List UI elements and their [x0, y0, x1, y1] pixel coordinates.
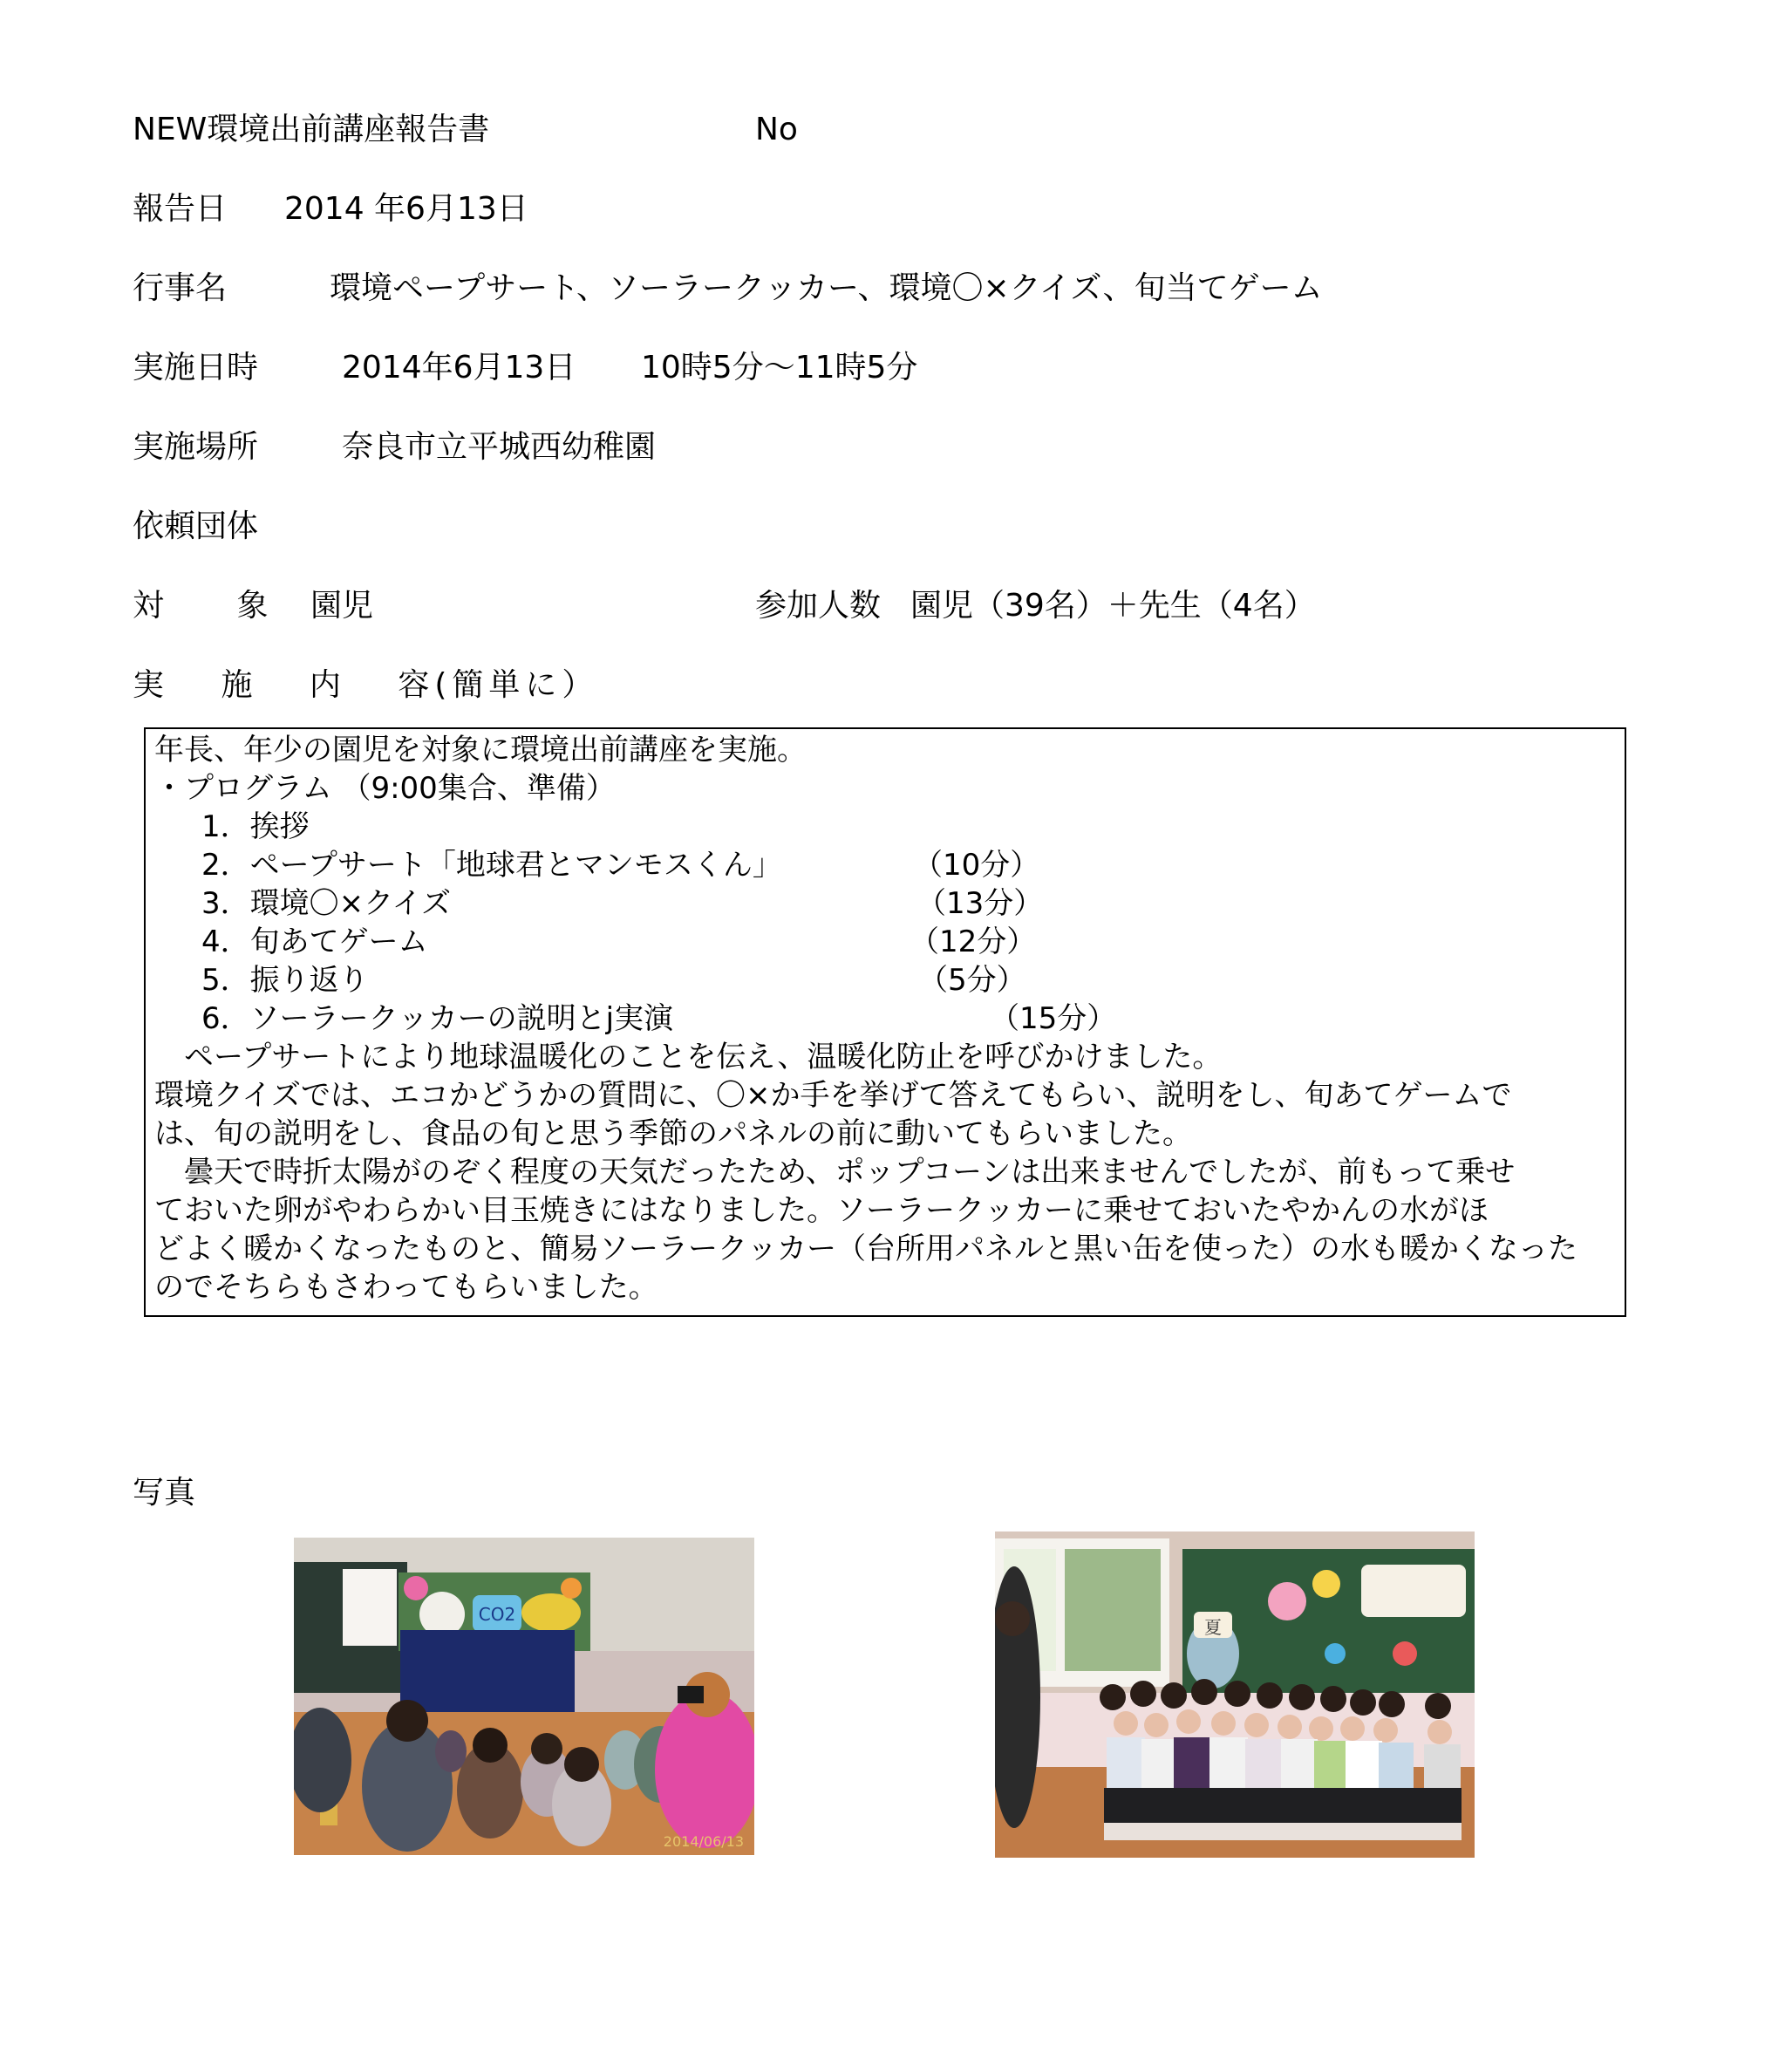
program-item: 3．環境〇×クイズ [201, 886, 452, 921]
target-label: 対 象 [133, 588, 279, 624]
venue-label: 実施場所 [133, 429, 259, 465]
content-paragraph-line: 環境クイズでは、エコかどうかの質問に、〇×か手を挙げて答えてもらい、説明をし、旬あてゲームで [154, 1078, 1512, 1113]
event-date-value: 2014年6月13日 [342, 350, 576, 385]
content-paragraph-line: のでそちらもさわってもらいました。 [154, 1270, 658, 1305]
content-paragraph-line: ておいた卵がやわらかい目玉焼きにはなりました。ソーラークッカーに乗せておいたやかんの水がほ [154, 1193, 1489, 1228]
program-item: 1．挨拶 [201, 809, 310, 844]
program-item-duration: （13分） [916, 886, 1044, 921]
event-name-label: 行事名 [133, 270, 228, 306]
event-datetime-label: 実施日時 [133, 350, 259, 385]
program-item-duration: （10分） [913, 848, 1040, 883]
photo-children-group [995, 1531, 1475, 1858]
program-item: 5．振り返り [201, 963, 369, 998]
content-paragraph-line: ペープサートにより地球温暖化のことを伝え、温暖化防止を呼びかけました。 [154, 1040, 1223, 1074]
photo-sign-text: 夏 [1204, 1617, 1222, 1638]
event-name-value: 環境ペープサート、ソーラークッカー、環境〇×クイズ、旬当てゲーム [330, 270, 1323, 306]
program-item-duration: （5分） [918, 963, 1026, 998]
report-number-label: No [755, 112, 798, 147]
content-intro: 年長、年少の園児を対象に環境出前講座を実施。 [154, 733, 807, 767]
photos-label: 写真 [133, 1475, 196, 1511]
program-heading: ・プログラム （9:00集合、準備） [154, 771, 616, 806]
content-box [144, 727, 1626, 1317]
content-paragraph-line: どよく暖かくなったものと、簡易ソーラークッカー（台所用パネルと黒い缶を使った）の水も暖かくなった [154, 1231, 1577, 1266]
photo-date-stamp: 2014/06/13 [663, 1833, 744, 1850]
report-date-label: 報告日 [133, 191, 228, 227]
photo-puppet-show [294, 1538, 754, 1855]
requester-label: 依頼団体 [133, 508, 259, 544]
target-value: 園児 [310, 588, 374, 624]
content-paragraph-line: 曇天で時折太陽がのぞく程度の天気だったため、ポップコーンは出来ませんでしたが、前もって乗せ [154, 1155, 1516, 1190]
stage-sign-text: CO2 [478, 1604, 516, 1625]
program-item-duration: （12分） [910, 924, 1037, 959]
program-item: 2．ペープサート「地球君とマンモスくん」 [201, 848, 782, 883]
participants-value: 園児（39名）＋先生（4名） [910, 588, 1316, 624]
venue-value: 奈良市立平城西幼稚園 [342, 429, 657, 465]
report-date-value: 2014 年6月13日 [284, 191, 528, 227]
program-item: 6．ソーラークッカーの説明とj実演 [201, 1001, 674, 1036]
content-paragraph-line: は、旬の説明をし、食品の旬と思う季節のパネルの前に動いてもらいました。 [154, 1116, 1192, 1151]
event-time-value: 10時5分～11時5分 [641, 350, 918, 385]
report-title: NEW環境出前講座報告書 [133, 112, 490, 147]
program-item-duration: （15分） [990, 1001, 1117, 1036]
program-item: 4．旬あてゲーム [201, 924, 428, 959]
participants-label: 参加人数 [755, 588, 882, 624]
content-label: 実 施 内 容(簡単に） [133, 667, 599, 703]
